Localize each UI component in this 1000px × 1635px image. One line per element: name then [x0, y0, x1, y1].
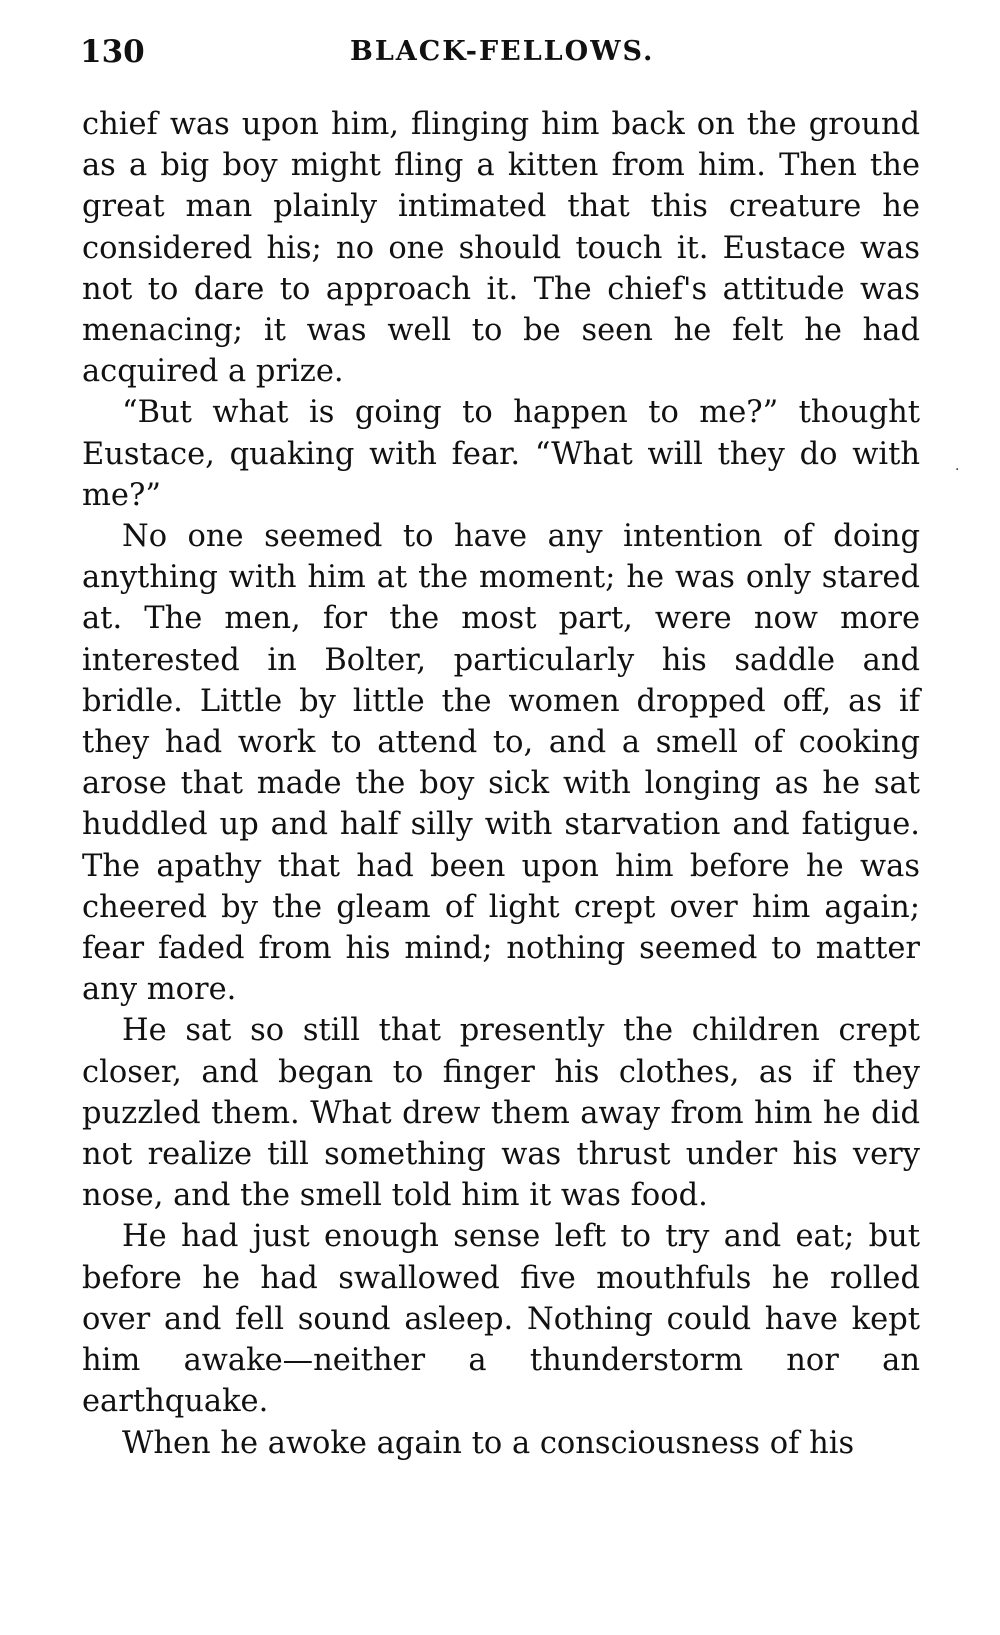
page-number: 130 [80, 34, 145, 70]
page-header [80, 34, 940, 84]
running-head: BLACK-FELLOWS. [350, 36, 655, 67]
paragraph: When he awoke again to a consciousness of his [122, 1425, 855, 1461]
paragraph: No one seemed to have any intention of doing anything with him at the moment; he was only stared at. The men, for the most part, were now more interested in Bolter, particularly his saddle and bridle. Little by little the women dropped off, as if they had work to attend to, and a smell of cooking arose that made the boy sick with longing as he sat huddled up and half silly with starvation and fatigue. The apathy that had been upon him before he was cheered by the gleam of light crept over him again; fear faded from his mind; nothing seemed to matter any more. [82, 519, 920, 1008]
body-text [82, 104, 920, 1464]
stray-mark: · [955, 462, 960, 478]
paragraph: “But what is going to happen to me?” thought Eustace, quaking with fear. “What will they do with me?” [82, 395, 920, 513]
paragraph: He had just enough sense left to try and eat; but before he had swallowed five mouthfuls he rolled over and fell sound asleep. Nothing could have kept him awake—neither a thunderstorm nor an earthquake. [82, 1219, 920, 1420]
paragraph: He sat so still that presently the children crept closer, and began to finger his clothes, as if they puzzled them. What drew them away from him he did not realize till something was thrust under his very nose, and the smell told him it was food. [82, 1013, 920, 1214]
paragraph: chief was upon him, flinging him back on the ground as a big boy might fling a kitten from him. Then the great man plainly intimated that this creature he considered his; no one should touch it. Eustace was not to dare to approach it. The chief's attitude was menacing; it was well to be seen he felt he had acquired a prize. [82, 107, 920, 390]
